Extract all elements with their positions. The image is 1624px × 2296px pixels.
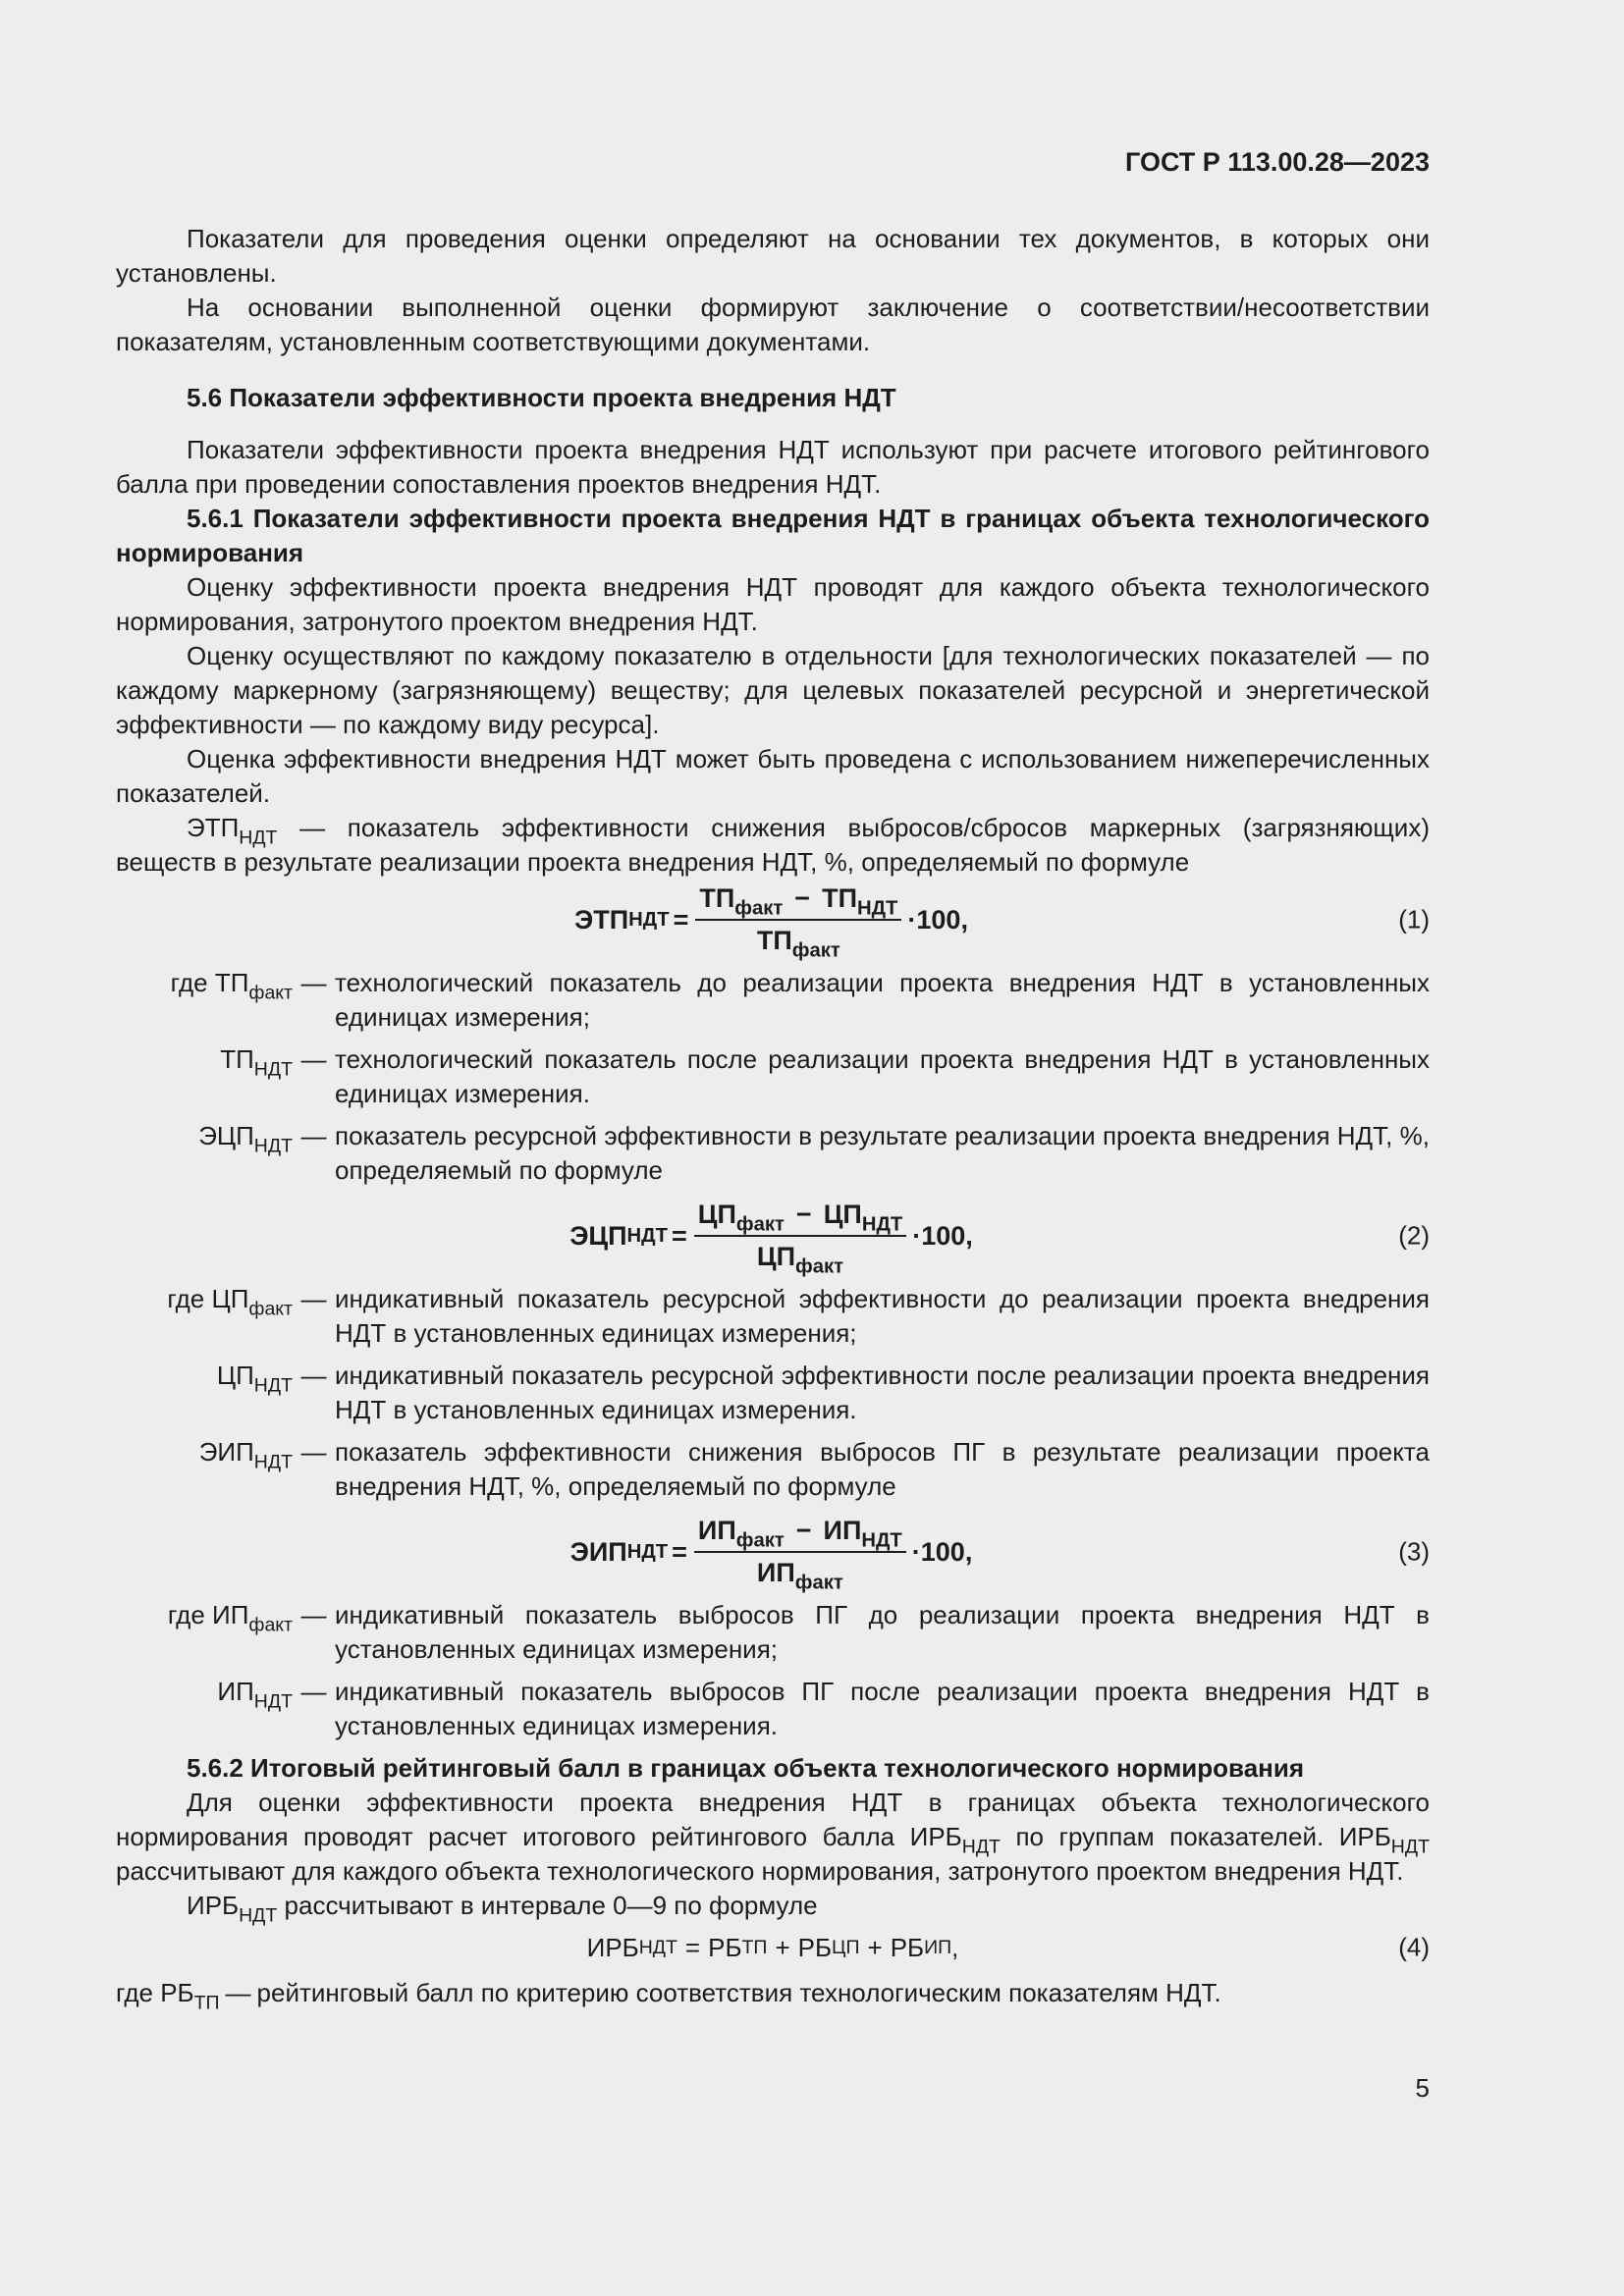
definition-row: где $РБ_{ТП}$ — рейтинговый балл по критерию соответствия технологическим показателям НДТ.	[116, 1978, 1221, 2014]
definition-row: $ЭЦП_{НДТ}$ — показатель ресурсной эффективности в результате реализации проекта внедрения НДТ, %, определяемый по формуле	[198, 1121, 1430, 1185]
definitions-2	[116, 1282, 1430, 1504]
definition-row: где $ТП_{факт}$ — технологический показатель до реализации проекта внедрения НДТ в установленных единицах измерения;	[170, 968, 1430, 1032]
fraction: $\frac{ЦП_{факт} - ЦП_{НДТ}}{ЦП_{факт}}$	[694, 1198, 907, 1274]
page-number: 5	[1415, 2073, 1430, 2103]
paragraph-irb-intro: Для оценки эффективности проекта внедрения НДТ в границах объекта технологического нормирования проводят расчет итогового рейтингового балла $ИРБ_{НДТ}$ по группам показателей. $ИРБ_{НДТ}$ рассчитывают для каждого объекта технологического нормирования, затронутого проектом внедрения НДТ.	[116, 1788, 1430, 1886]
section-heading-5-6: 5.6 Показатели эффективности проекта внедрения НДТ	[187, 383, 896, 412]
paragraph: Оценку осуществляют по каждому показателю в отдельности [для технологических показателей — по каждому маркерному (загрязняющему) веществу; для целевых показателей ресурсной и энергетической эффективности — по каждому виду ресурса].	[116, 641, 1430, 739]
document-id: ГОСТ Р 113.00.28—2023	[1125, 147, 1430, 177]
formula-number: (2)	[1398, 1220, 1430, 1251]
definition-row: где $ЦП_{факт}$ — индикативный показатель ресурсной эффективности до реализации проекта внедрения НДТ в установленных единицах измерения;	[167, 1284, 1430, 1348]
formula-1: ЭТП НДТ = $\frac{ТП_{факт} - ТП_{НДТ}}{ТП_{факт}}$ ·100, (1)	[574, 883, 1430, 962]
paragraph: Показатели для проведения оценки определяют на основании тех документов, в которых они установлены.	[116, 224, 1430, 288]
formula-number: (4)	[1398, 1932, 1430, 1962]
formula-number: (1)	[1398, 904, 1430, 934]
definition-row: $ИП_{НДТ}$ — индикативный показатель выбросов ПГ после реализации проекта внедрения НДТ в установленных единицах измерения.	[217, 1677, 1430, 1740]
formula-2: ЭЦП НДТ = $\frac{ЦП_{факт} - ЦП_{НДТ}}{ЦП_{факт}}$ ·100, (2)	[569, 1200, 1430, 1278]
formula-number: (3)	[1398, 1536, 1430, 1567]
paragraph: Показатели эффективности проекта внедрения НДТ используют при расчете итогового рейтингового балла при проведении сопоставления проектов внедрения НДТ.	[116, 435, 1430, 499]
definition-row: $ТП_{НДТ}$ — технологический показатель после реализации проекта внедрения НДТ в установленных единицах измерения.	[220, 1044, 1430, 1108]
definition-row: $ЦП_{НДТ}$ — индикативный показатель ресурсной эффективности после реализации проекта внедрения НДТ в установленных единицах измерения.	[216, 1361, 1430, 1424]
definitions-1	[116, 966, 1430, 1188]
formula-4: ИРБ НДТ = РБ ТП + РБ ЦП + РБ ИП , (4)	[116, 1923, 1430, 1972]
paragraph: Оценка эффективности внедрения НДТ может быть проведена с использованием нижеперечисленных показателей.	[116, 744, 1430, 808]
formula-3: ЭИП НДТ = $\frac{ИП_{факт} - ИП_{НДТ}}{ИП_{факт}}$ ·100, (3)	[569, 1516, 1430, 1594]
paragraph: Оценку эффективности проекта внедрения НДТ проводят для каждого объекта технологического нормирования, затронутого проектом внедрения НДТ.	[116, 572, 1430, 636]
fraction: $\frac{ИП_{факт} - ИП_{НДТ}}{ИП_{факт}}$	[694, 1514, 906, 1590]
definitions-3	[116, 1598, 1430, 1743]
document-body	[116, 222, 1430, 2014]
paragraph-irb-range: $ИРБ_{НДТ}$ рассчитывают в интервале 0—9 по формуле	[187, 1891, 818, 1927]
paragraph: На основании выполненной оценки формируют заключение о соответствии/несоответствии показателям, установленным соответствующими документами.	[116, 293, 1430, 356]
fraction: $\frac{ТП_{факт} - ТП_{НДТ}}{ТП_{факт}}$	[695, 881, 901, 958]
definition-row: $ЭИП_{НДТ}$ — показатель эффективности снижения выбросов ПГ в результате реализации проекта внедрения НДТ, %, определяемый по формуле	[198, 1437, 1430, 1501]
paragraph-etp-intro: $ЭТП_{НДТ}$ — показатель эффективности снижения выбросов/сбросов маркерных (загрязняющих) веществ в результате реализации проекта внедрения НДТ, %, определяемый по формуле	[116, 813, 1430, 877]
definition-row: где $ИП_{факт}$ — индикативный показатель выбросов ПГ до реализации проекта внедрения НДТ в установленных единицах измерения;	[167, 1600, 1430, 1664]
section-heading-5-6-1: 5.6.1 Показатели эффективности проекта внедрения НДТ в границах объекта технологического нормирования	[116, 504, 1430, 567]
section-heading-5-6-2: 5.6.2 Итоговый рейтинговый балл в границах объекта технологического нормирования	[187, 1753, 1305, 1783]
